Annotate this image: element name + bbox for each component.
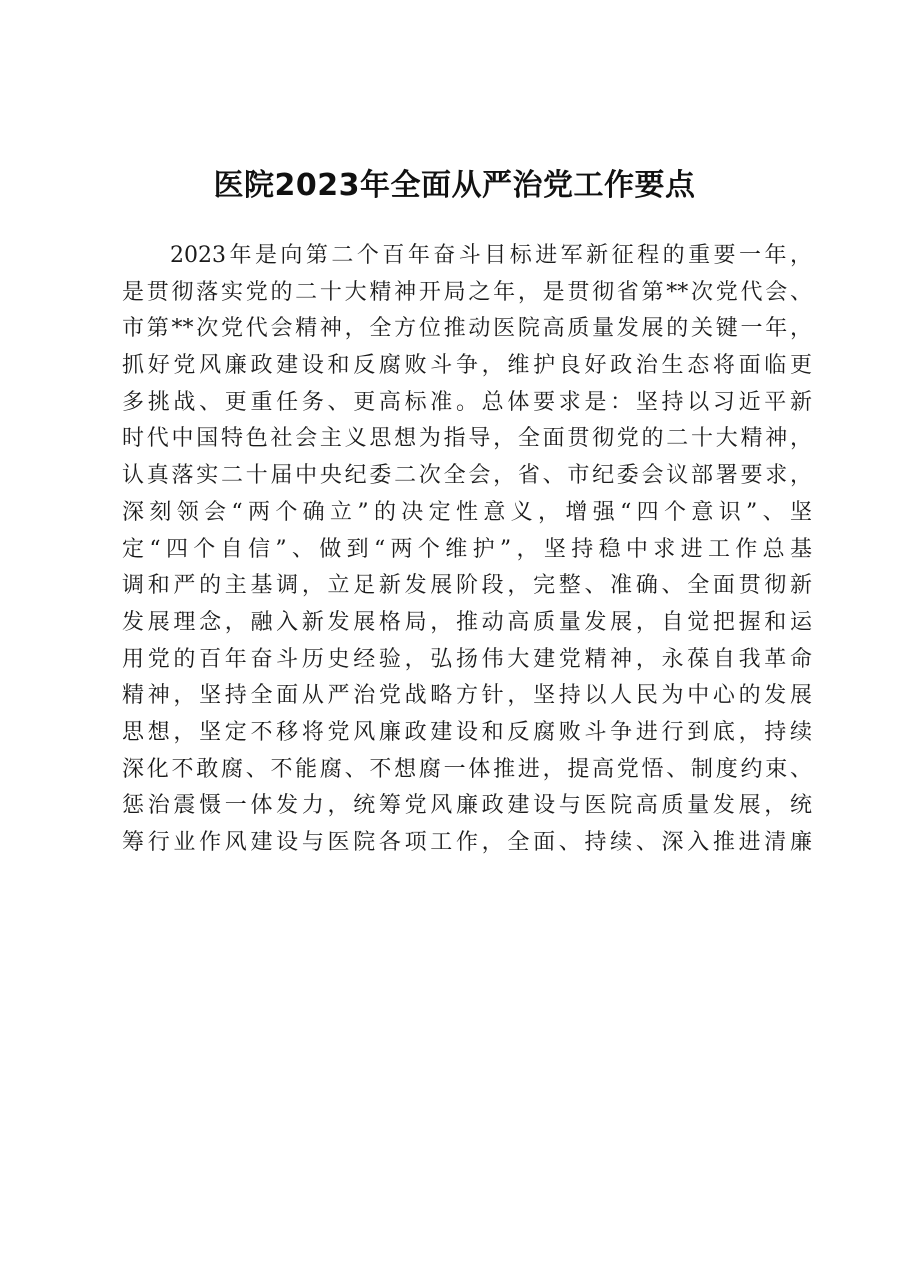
paragraph-line: 认真落实二十届中央纪委二次全会，省、市纪委会议部署要求， (122, 463, 812, 489)
paragraph-line: 抓好党风廉政建设和反腐败斗争，维护良好政治生态将面临更 (122, 353, 812, 379)
paragraph-line: 精神，坚持全面从严治党战略方针，坚持以人民为中心的发展 (122, 683, 812, 709)
paragraph-line: 定“四个自信”、做到“两个维护”，坚持稳中求进工作总基 (122, 536, 812, 562)
paragraph-line: 用党的百年奋斗历史经验，弘扬伟大建党精神，永葆自我革命 (122, 646, 812, 672)
body-paragraph (122, 238, 812, 862)
paragraph-line: 市第**次党代会精神，全方位推动医院高质量发展的关键一年， (122, 316, 812, 342)
paragraph-line: 深化不敢腐、不能腐、不想腐一体推进，提高党悟、制度约束、 (122, 756, 812, 782)
paragraph-line: 时代中国特色社会主义思想为指导，全面贯彻党的二十大精神， (122, 426, 812, 452)
paragraph-line: 思想，坚定不移将党风廉政建设和反腐败斗争进行到底，持续 (122, 719, 812, 745)
paragraph-line: 深刻领会“两个确立”的决定性意义，增强“四个意识”、坚 (122, 499, 812, 525)
paragraph-line: 筹行业作风建设与医院各项工作，全面、持续、深入推进清廉 (122, 830, 812, 855)
document-title: 医院2023年全面从严治党工作要点 (213, 168, 696, 203)
paragraph-line: 调和严的主基调，立足新发展阶段，完整、准确、全面贯彻新 (122, 573, 812, 599)
paragraph-line: 多挑战、更重任务、更高标准。总体要求是：坚持以习近平新 (122, 389, 812, 415)
paragraph-line: 2023年是向第二个百年奋斗目标进军新征程的重要一年， (170, 243, 812, 268)
paragraph-line: 是贯彻落实党的二十大精神开局之年，是贯彻省第**次党代会、 (122, 279, 812, 305)
paragraph-line: 惩治震慑一体发力，统筹党风廉政建设与医院高质量发展，统 (122, 793, 812, 819)
paragraph-line: 发展理念，融入新发展格局，推动高质量发展，自觉把握和运 (122, 609, 812, 635)
